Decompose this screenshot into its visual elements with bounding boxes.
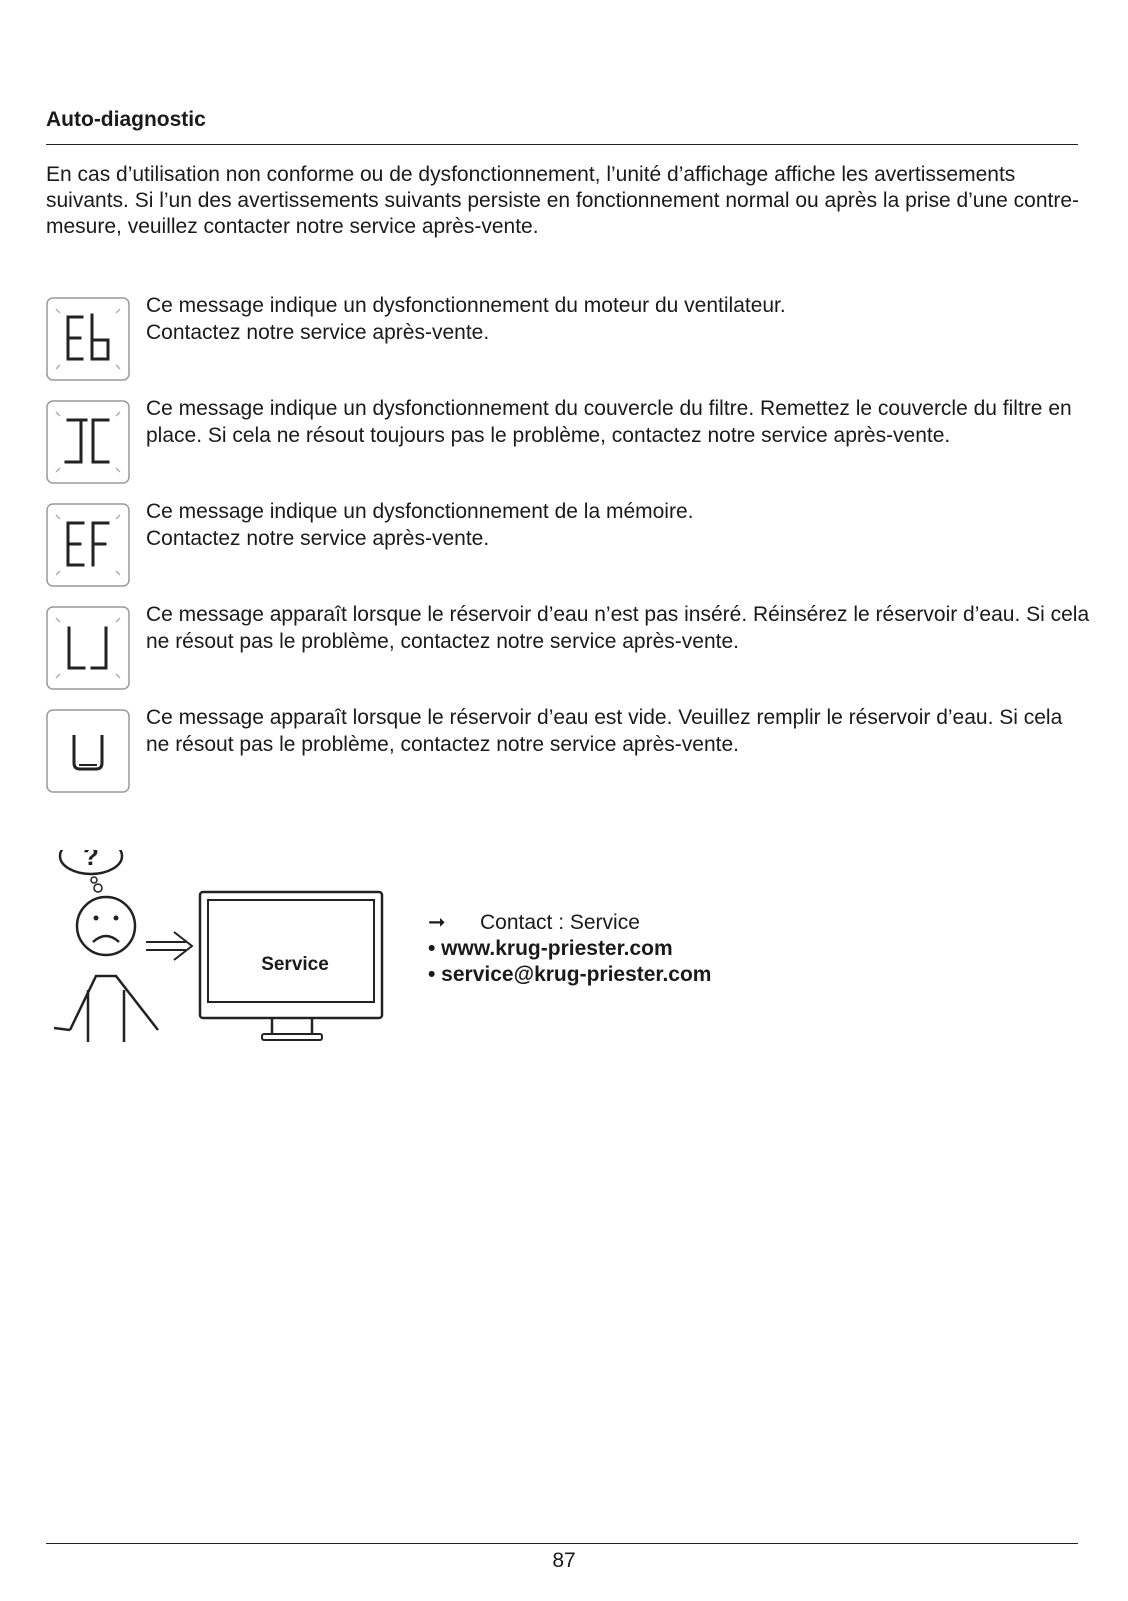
- question-mark-icon: ?: [83, 850, 99, 871]
- title-divider: [46, 144, 1078, 145]
- display-tank-empty-icon: [46, 709, 130, 793]
- display-ef-icon: [46, 503, 130, 587]
- arrow-right-icon: ➞: [428, 911, 446, 934]
- code-ef-line1: Ce message indique un dysfonctionnement de la mémoire.: [146, 500, 694, 523]
- display-jc-icon: [46, 400, 130, 484]
- monitor-service-label: Service: [261, 954, 329, 975]
- display-eb-icon: [46, 297, 130, 381]
- code-eb-line2: Contactez notre service après-vente.: [146, 320, 490, 344]
- code-eb-description: [146, 293, 1091, 346]
- contact-website: • www.krug-priester.com: [428, 937, 673, 960]
- page-number: 87: [552, 1549, 576, 1572]
- code-tank-empty-description: Ce message apparaît lorsque le réservoir d’eau est vide. Veuillez remplir le réservoir d’eau. Si cela ne résout pas le problème, contactez notre service après-vente.: [146, 706, 1063, 756]
- footer-divider: [46, 1543, 1078, 1544]
- service-illustration: [46, 850, 391, 1055]
- contact-block: [428, 910, 711, 988]
- section-title: Auto-diagnostic: [46, 108, 206, 131]
- code-jc-description: Ce message indique un dysfonctionnement du couvercle du filtre. Remettez le couvercle du filtre en place. Si cela ne résout toujours pas le problème, contactez notre service après-vente.: [146, 397, 1072, 447]
- display-lj-icon: [46, 606, 130, 690]
- code-ef-description: [146, 499, 1091, 552]
- code-lj-description: Ce message apparaît lorsque le réservoir d’eau n’est pas inséré. Réinsérez le réservoir d’eau. Si cela ne résout pas le problème, contactez notre service après-vente.: [146, 603, 1090, 653]
- code-ef-line2: Contactez notre service après-vente.: [146, 526, 490, 550]
- contact-email: • service@krug-priester.com: [428, 963, 712, 986]
- contact-label: Contact : Service: [480, 911, 640, 934]
- contact-line: [428, 910, 711, 936]
- code-eb-line1: Ce message indique un dysfonctionnement du moteur du ventilateur.: [146, 294, 786, 317]
- intro-paragraph: En cas d’utilisation non conforme ou de dysfonctionnement, l’unité d’affichage affiche les avertissements suivants. Si l’un des avertissements suivants persiste en fonctionnement normal ou après la prise d’une contre-mesure, veuillez contacter notre service après-vente.: [46, 163, 1080, 238]
